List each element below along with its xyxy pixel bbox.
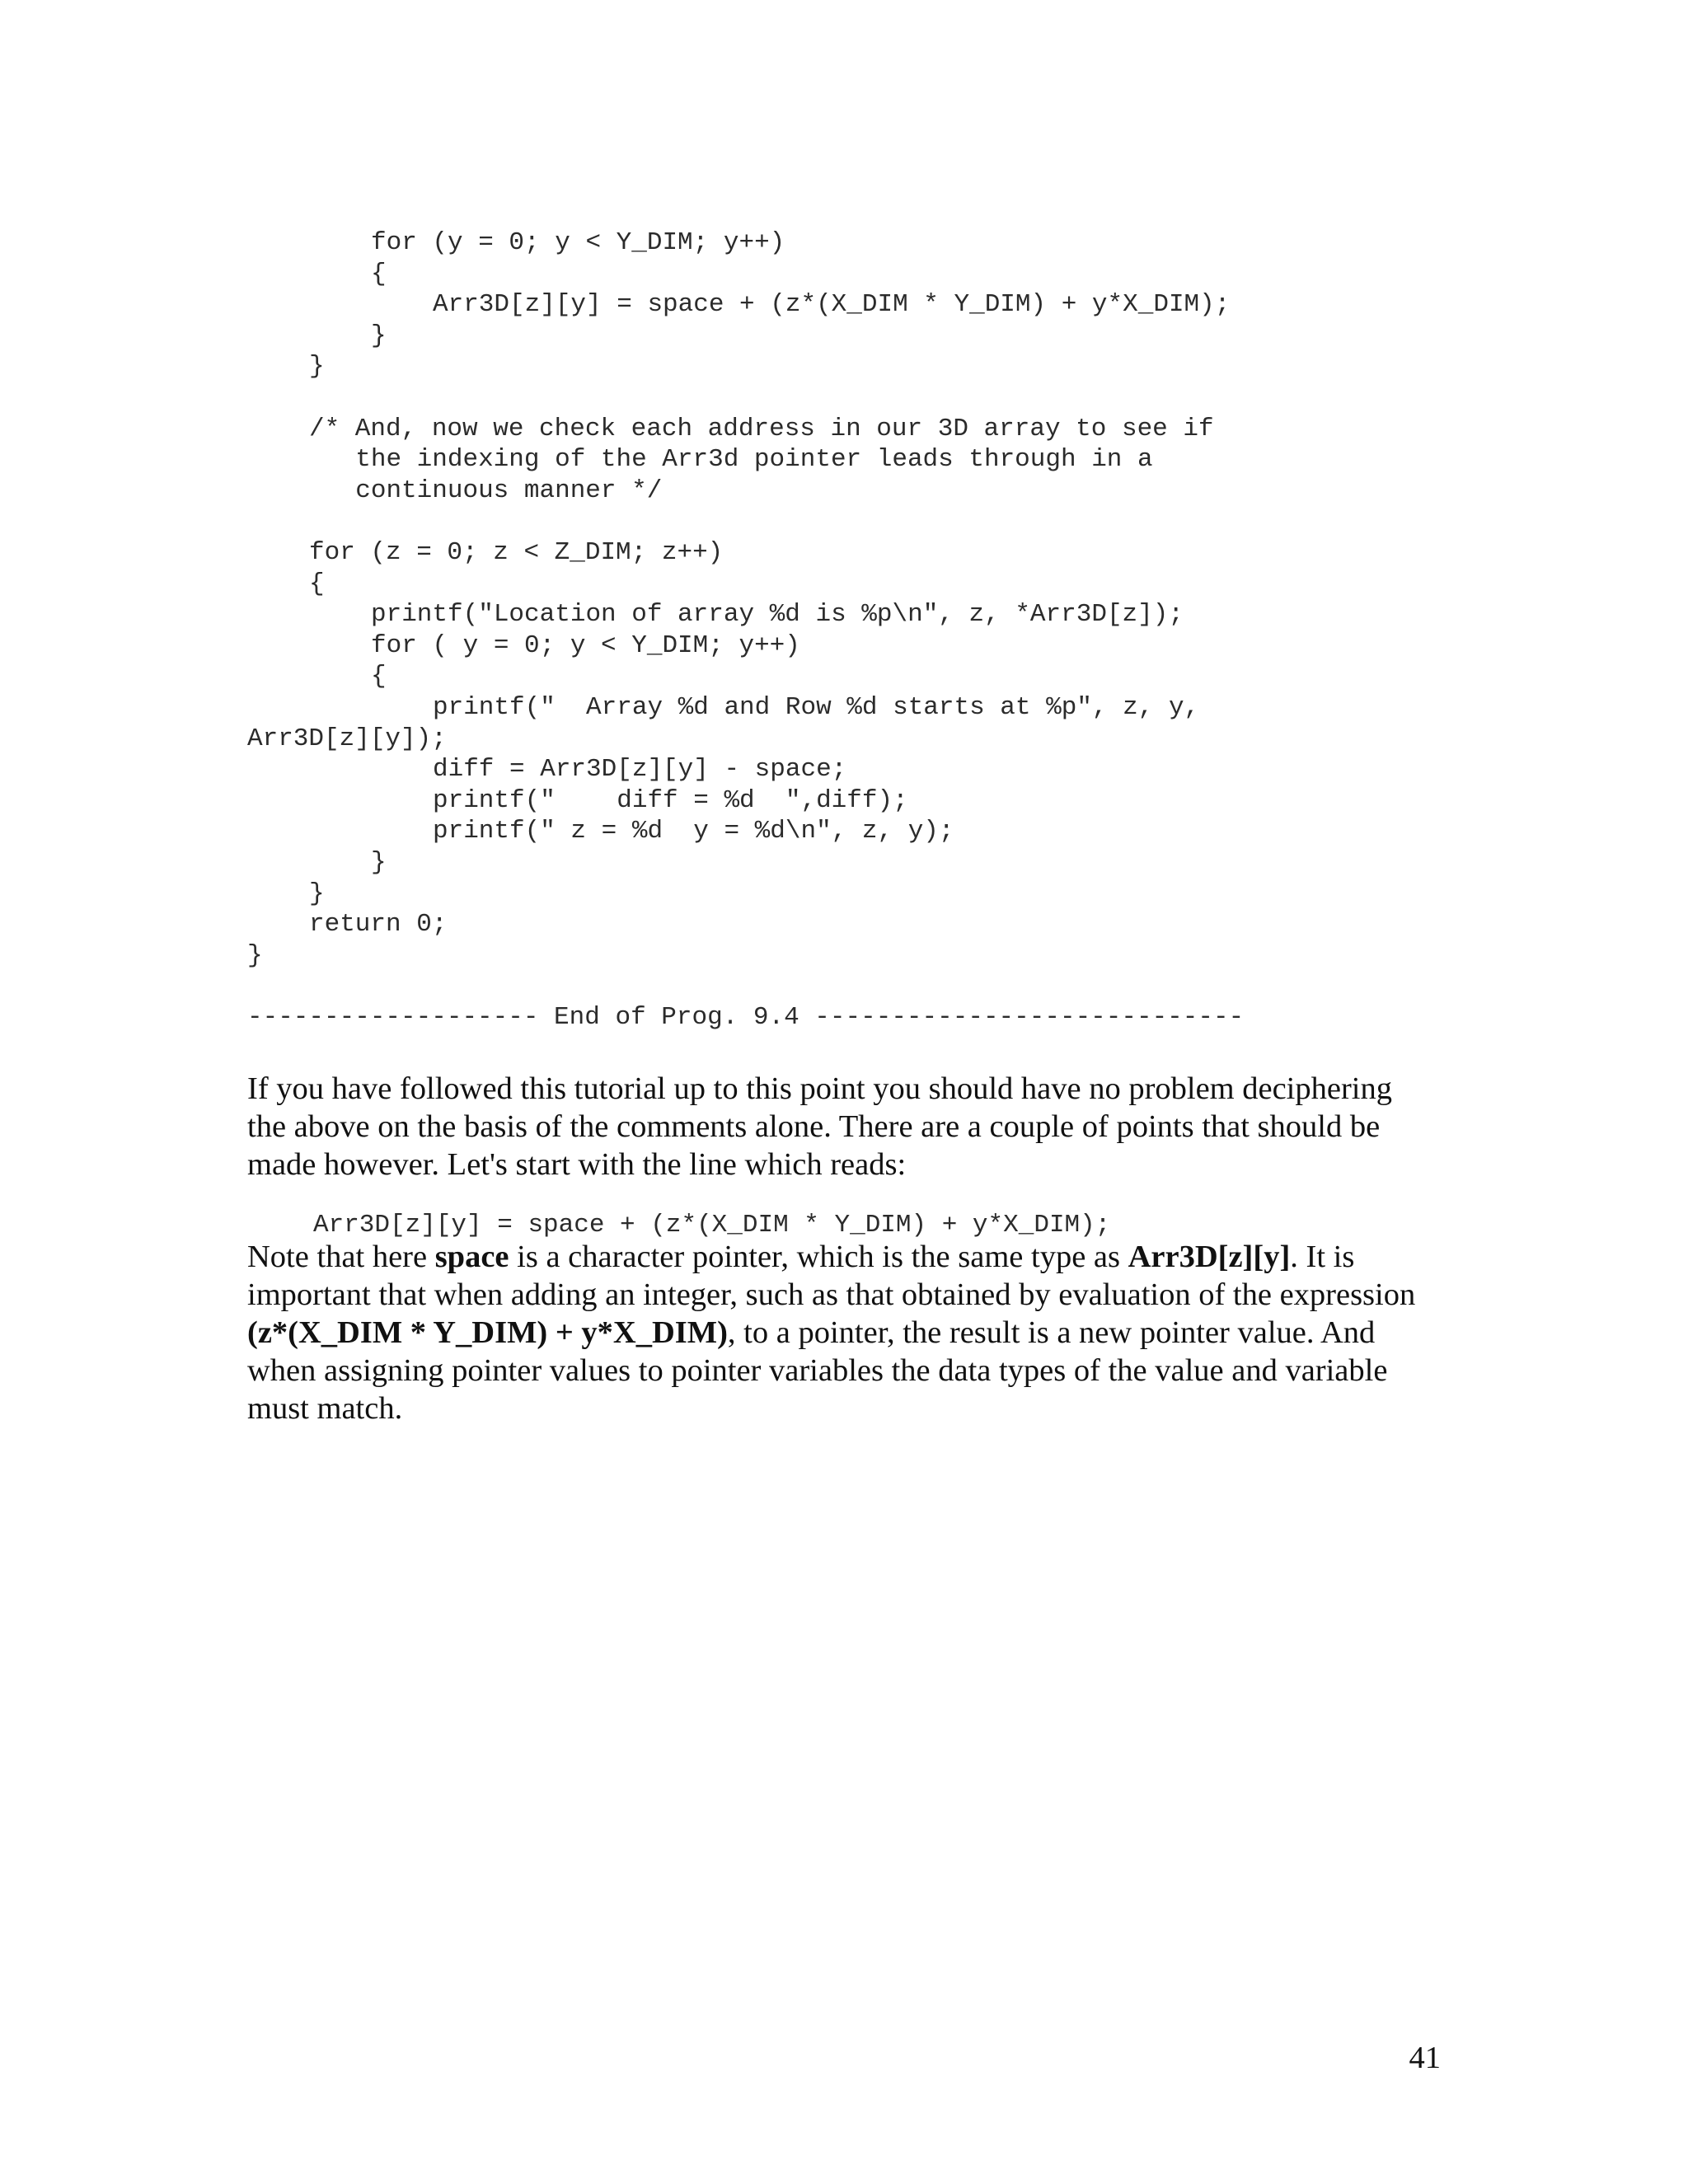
code-line: } xyxy=(309,352,325,382)
code-line: for (y = 0; y < Y_DIM; y++) xyxy=(371,228,785,257)
code-line: return 0; xyxy=(309,910,448,940)
code-line: continuous manner */ xyxy=(355,476,663,505)
text-segment: is a character pointer, which is the same type as xyxy=(509,1240,1128,1274)
bold-term-space: space xyxy=(434,1240,509,1274)
bold-term-arr3d: Arr3D[z][y] xyxy=(1128,1240,1291,1274)
code-line: the indexing of the Arr3d pointer leads through in a xyxy=(355,445,1153,475)
paragraph-intro: If you have followed this tutorial up to this point you should have no problem deciphering the above on the basis of the comments alone. There are a couple of points that should be made however. Let's start with the line which reads: xyxy=(247,1071,1392,1182)
paragraph-explanation xyxy=(247,1238,1434,1427)
code-line: printf(" Array %d and Row %d starts at %p", z, y, xyxy=(433,693,1200,722)
code-line: ------------------- End of Prog. 9.4 ---------------------------- xyxy=(247,1003,1245,1032)
code-line: diff = Arr3D[z][y] - space; xyxy=(433,755,847,785)
text-segment: , to a pointer, the result is a new pointer value. And when assigning pointer values to pointer variables the data types of the value and variable must match. xyxy=(247,1315,1388,1426)
code-line: } xyxy=(309,879,325,908)
text-segment: . It is important that when adding an integer, such as that obtained by evaluation of the expression xyxy=(247,1240,1416,1312)
code-line: for ( y = 0; y < Y_DIM; y++) xyxy=(371,630,800,660)
code-line: /* And, now we check each address in our 3D array to see if xyxy=(309,414,1214,443)
code-line: printf(" diff = %d ",diff); xyxy=(433,785,908,815)
page-number: 41 xyxy=(1409,2041,1441,2075)
code-line: } xyxy=(247,940,263,970)
code-line: Arr3D[z][y]); xyxy=(247,724,447,753)
code-inline-statement: Arr3D[z][y] = space + (z*(X_DIM * Y_DIM) + y*X_DIM); xyxy=(313,1211,1111,1240)
code-line: printf(" z = %d y = %d\n", z, y); xyxy=(433,817,954,846)
bold-term-expression: (z*(X_DIM * Y_DIM) + y*X_DIM) xyxy=(247,1315,728,1350)
code-line: { xyxy=(371,662,387,691)
code-line: } xyxy=(371,321,387,350)
code-line: { xyxy=(371,259,387,288)
code-line: for (z = 0; z < Z_DIM; z++) xyxy=(309,538,724,567)
code-line: printf("Location of array %d is %p\n", z, *Arr3D[z]); xyxy=(371,600,1184,630)
text-segment: Note that here xyxy=(247,1240,435,1274)
code-line: { xyxy=(309,569,325,598)
code-line: } xyxy=(371,848,387,877)
code-line: Arr3D[z][y] = space + (z*(X_DIM * Y_DIM) + y*X_DIM); xyxy=(433,290,1231,320)
